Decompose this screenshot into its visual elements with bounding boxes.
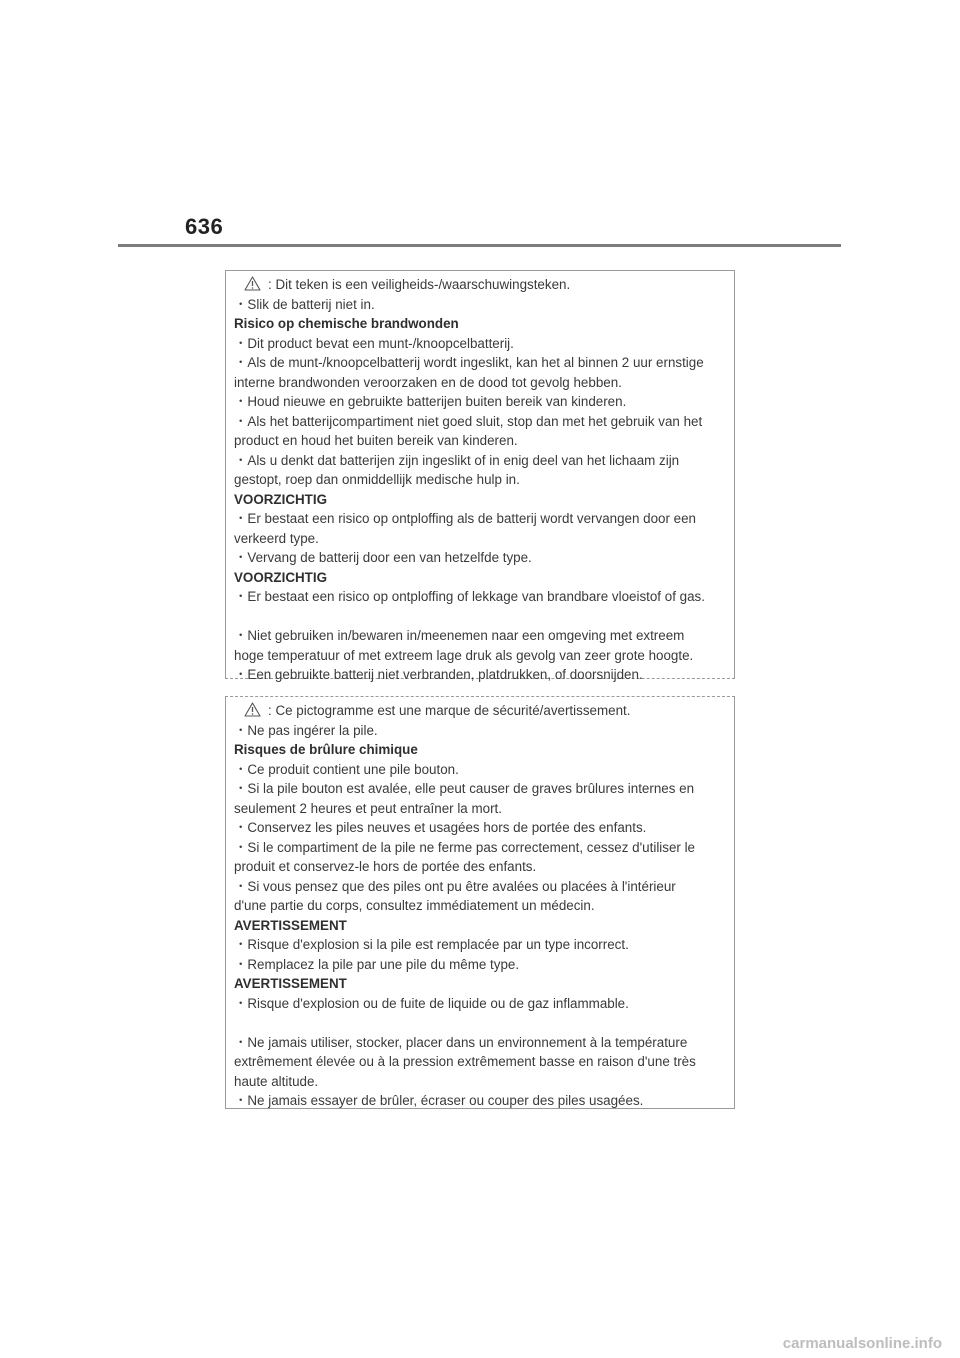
dutch-text-line: ・Houd nieuwe en gebruikte batterijen buiten bereik van kinderen. [234, 394, 627, 409]
dutch-text-line: product en houd het buiten bereik van kinderen. [234, 433, 518, 448]
french-warning-text: : Ce pictogramme est une marque de sécurité/avertissement. [268, 703, 631, 718]
french-text-line: ・Si le compartiment de la pile ne ferme pas correctement, cessez d'utiliser le [234, 839, 696, 855]
dutch-heading: Risico op chemische brandwonden [234, 316, 459, 331]
french-heading: AVERTISSEMENT [234, 917, 347, 933]
dutch-text-line: ・Dit product bevat een munt-/knoopcelbatterij. [234, 335, 514, 351]
french-text-line: ・Remplacez la pile par une pile du même type. [234, 956, 520, 972]
french-text-line: ・Ne jamais utiliser, stocker, placer dans un environnement à la température [234, 1034, 688, 1050]
dutch-heading: VOORZICHTIG [234, 569, 327, 585]
french-text-line: ・Risque d'explosion ou de fuite de liquide ou de gaz inflammable. [234, 995, 629, 1011]
warning-triangle-icon [244, 702, 261, 717]
french-text-line: seulement 2 heures et peut entraîner la mort. [234, 800, 502, 816]
dutch-warning-box [225, 270, 735, 682]
dutch-heading: VOORZICHTIG [234, 491, 327, 507]
french-text-line: extrêmement élevée ou à la pression extrêmement basse en raison d'une très [234, 1054, 696, 1069]
dutch-text-line: ・Slik de batterij niet in. [234, 296, 375, 312]
french-heading: AVERTISSEMENT [234, 976, 347, 991]
dutch-text-line: ・Niet gebruiken in/bewaren in/meenemen naar een omgeving met extreem [234, 628, 685, 643]
french-heading: Risques de brûlure chimique [234, 742, 418, 757]
dutch-text-lines [234, 295, 726, 685]
dutch-warning-line [234, 275, 726, 295]
dutch-text-line: verkeerd type. [234, 530, 319, 546]
page-number: 636 [185, 214, 224, 239]
french-text-line: ・Conservez les piles neuves et usagées hors de portée des enfants. [234, 820, 647, 835]
warning-triangle-icon [244, 276, 261, 291]
french-text-line: ・Ne pas ingérer la pile. [234, 722, 378, 738]
french-text-lines [234, 721, 726, 1111]
french-warning-box [225, 696, 735, 1109]
french-text-line: ・Si vous pensez que des piles ont pu être avalées ou placées à l'intérieur [234, 878, 676, 894]
french-warning-line [234, 701, 726, 721]
dutch-text-line: ・Als u denkt dat batterijen zijn ingeslikt of in enig deel van het lichaam zijn [234, 452, 680, 468]
dutch-warning-text: : Dit teken is een veiligheids-/waarschuwingsteken. [268, 277, 571, 292]
header-divider [118, 244, 841, 247]
dutch-text-line: hoge temperatuur of met extreem lage druk als gevolg van zeer grote hoogte. [234, 647, 694, 663]
french-text-line: produit et conservez-le hors de portée des enfants. [234, 859, 537, 874]
footer-logo: carmanualsonline.info [782, 1335, 942, 1352]
dutch-text-line: ・Als het batterijcompartiment niet goed sluit, stop dan met het gebruik van het [234, 413, 703, 429]
dutch-text-line: interne brandwonden veroorzaken en de dood tot gevolg hebben. [234, 374, 622, 390]
french-text-line: ・Ne jamais essayer de brûler, écraser ou couper des piles usagées. [234, 1093, 644, 1108]
french-text-line [234, 1013, 726, 1033]
dutch-text-line: ・Vervang de batterij door een van hetzelfde type. [234, 550, 532, 565]
dutch-text-line [234, 607, 726, 627]
dutch-text-line: ・Er bestaat een risico op ontploffing of lekkage van brandbare vloeistof of gas. [234, 589, 705, 604]
dutch-text-line: gestopt, roep dan onmiddellijk medische hulp in. [234, 472, 520, 487]
french-text-line: haute altitude. [234, 1073, 319, 1089]
dutch-text-line: ・Als de munt-/knoopcelbatterij wordt ingeslikt, kan het al binnen 2 uur ernstige [234, 355, 704, 370]
french-text-line: ・Ce produit contient une pile bouton. [234, 761, 459, 777]
dutch-text-line: ・Er bestaat een risico op ontploffing als de batterij wordt vervangen door een [234, 511, 697, 526]
french-text-line: d'une partie du corps, consultez immédiatement un médecin. [234, 898, 595, 913]
french-text-line: ・Risque d'explosion si la pile est remplacée par un type incorrect. [234, 937, 629, 952]
dutch-text-line: ・Een gebruikte batterij niet verbranden, platdrukken, of doorsnijden. [234, 667, 643, 682]
french-text-line: ・Si la pile bouton est avalée, elle peut causer de graves brûlures internes en [234, 781, 695, 796]
